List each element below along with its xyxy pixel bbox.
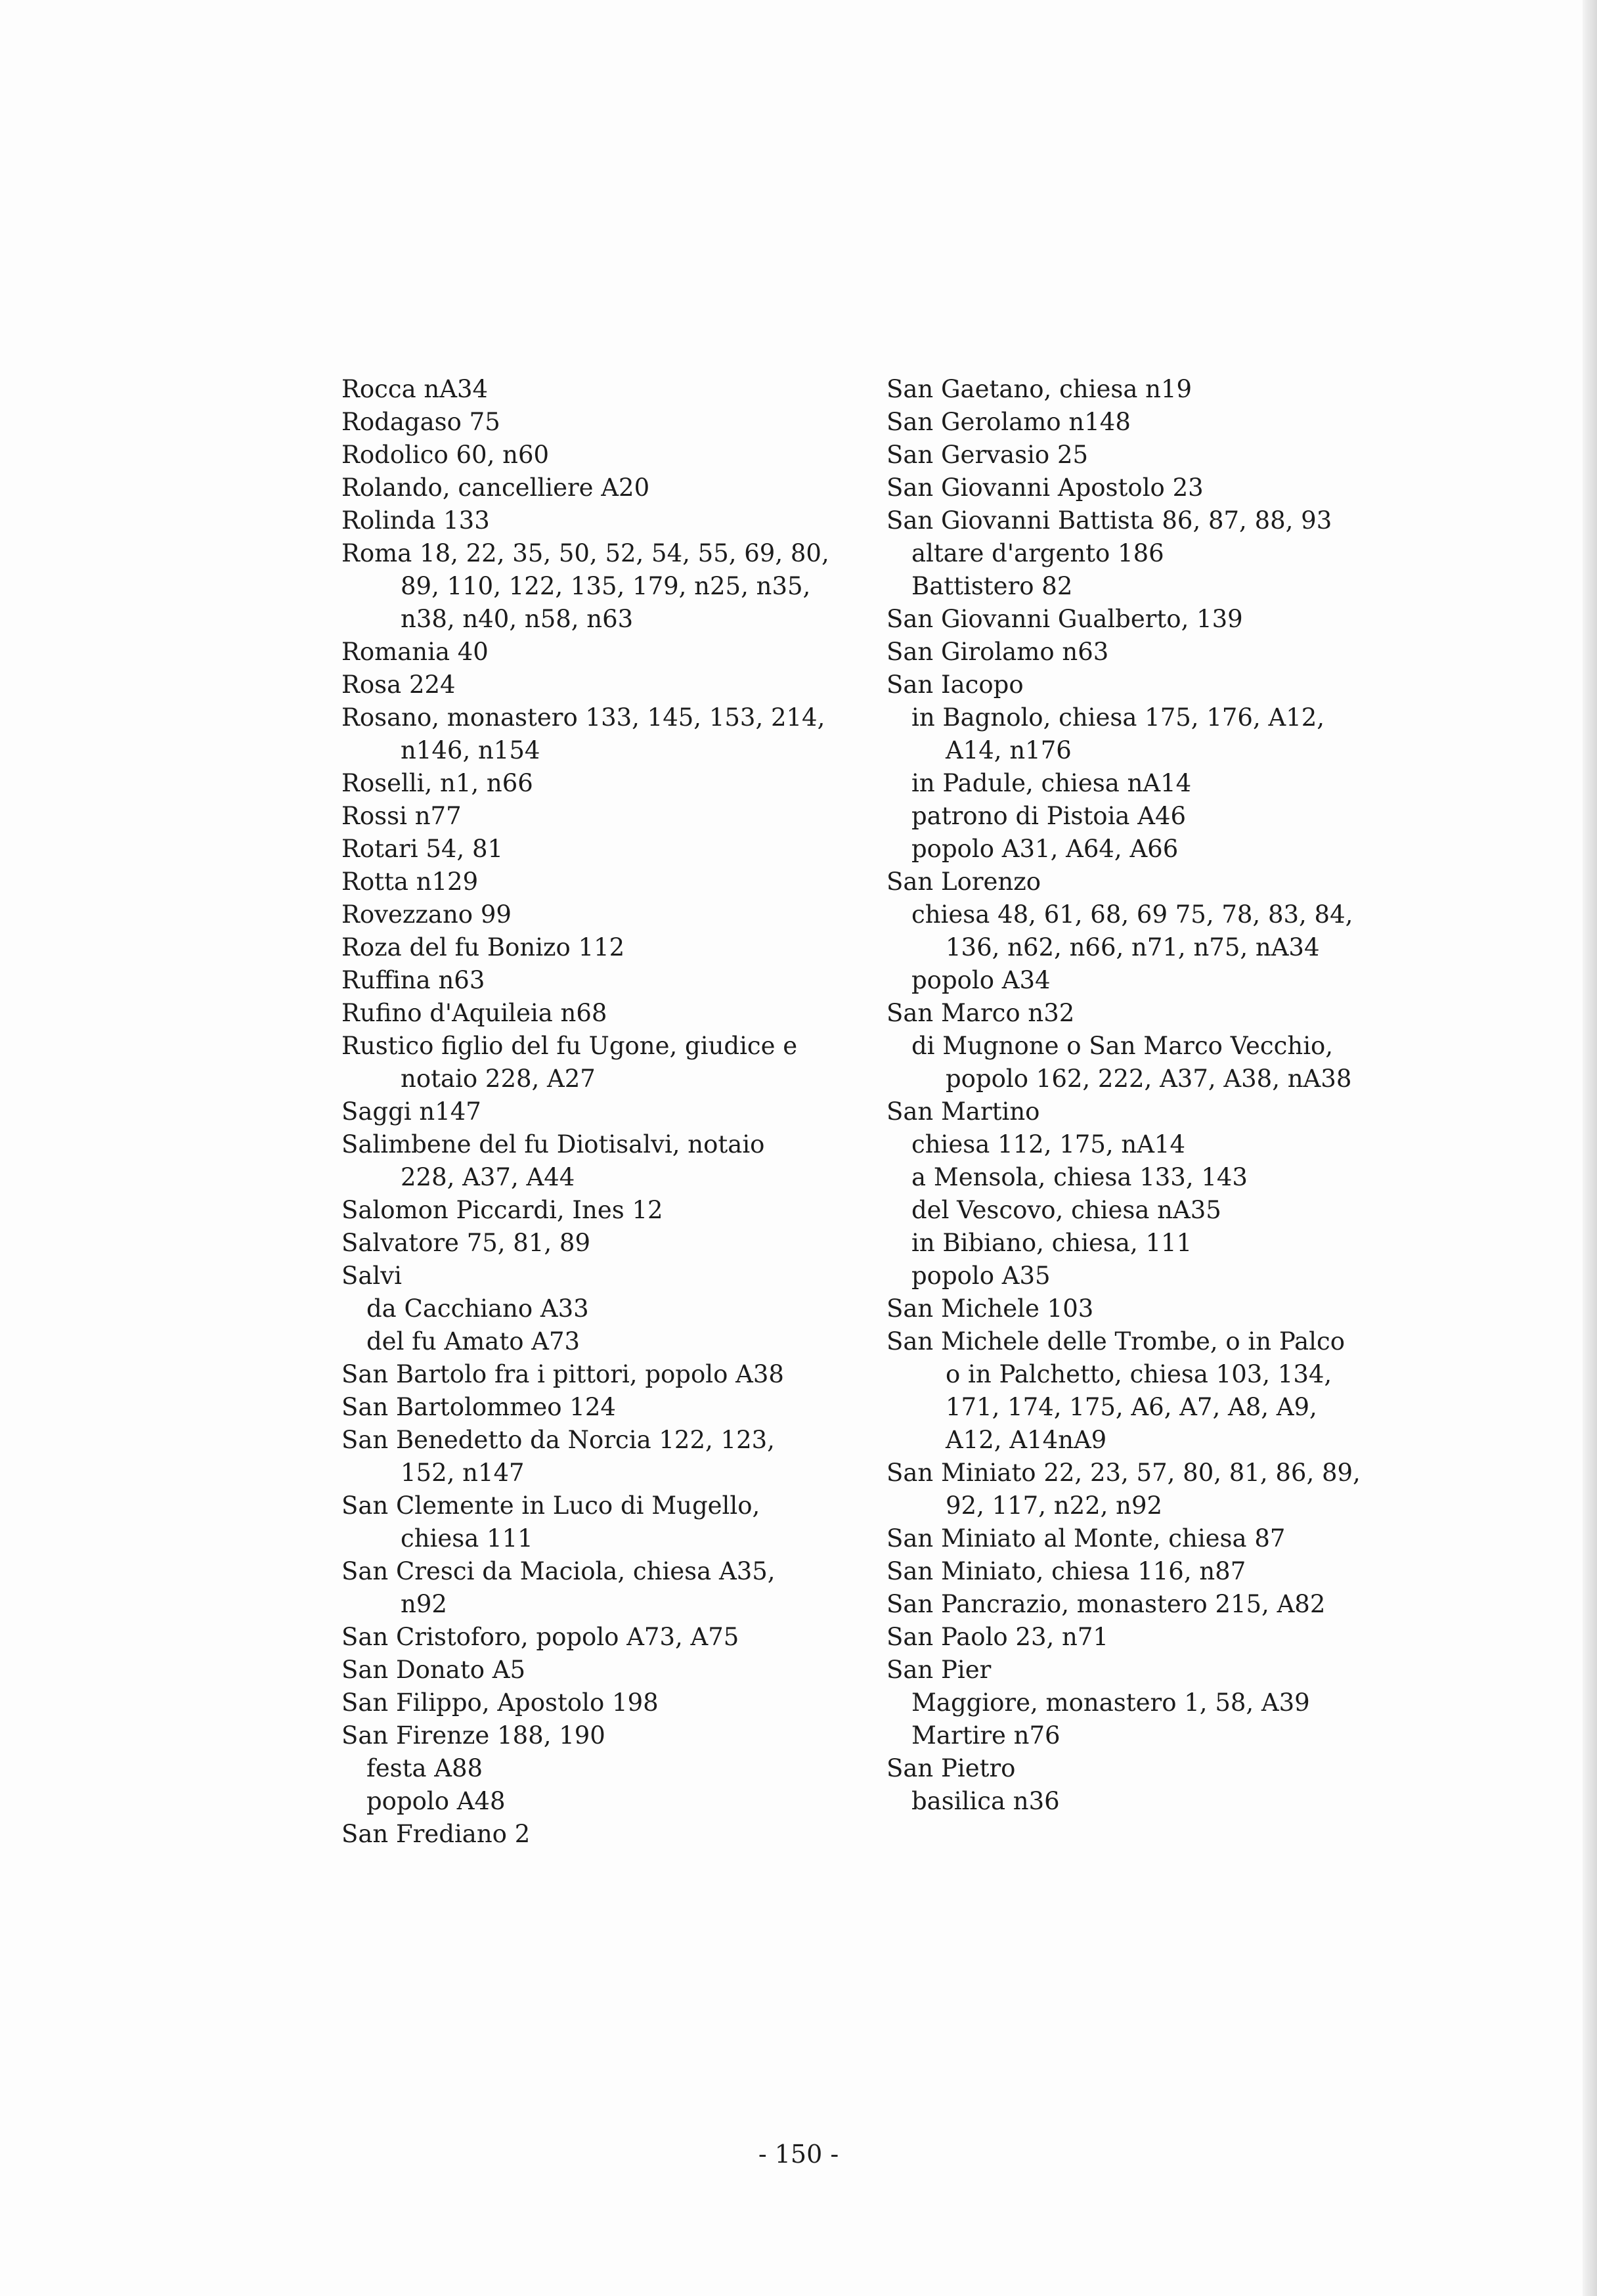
page-edge-shadow — [1583, 0, 1597, 2296]
index-entry: San Michele delle Trombe, o in Palco — [886, 1327, 1345, 1356]
index-entry: del fu Amato A73 — [366, 1327, 580, 1356]
index-entry: 152, n147 — [401, 1459, 525, 1487]
index-entry: San Pier — [886, 1656, 992, 1684]
index-entry: popolo A34 — [911, 966, 1051, 994]
index-entry: Ruffina n63 — [341, 966, 485, 994]
index-entry: San Clemente in Luco di Mugello, — [341, 1491, 760, 1520]
index-entry: del Vescovo, chiesa nA35 — [911, 1196, 1221, 1224]
index-entry: Salvi — [341, 1262, 402, 1290]
index-entry: o in Palchetto, chiesa 103, 134, — [946, 1360, 1332, 1388]
index-entry: Rodagaso 75 — [341, 408, 500, 436]
index-entry: Rufino d'Aquileia n68 — [341, 999, 607, 1027]
index-entry: patrono di Pistoia A46 — [911, 802, 1187, 830]
index-entry: San Martino — [886, 1097, 1040, 1126]
index-entry: San Miniato, chiesa 116, n87 — [886, 1557, 1246, 1585]
index-entry: San Marco n32 — [886, 999, 1075, 1027]
index-entry: Maggiore, monastero 1, 58, A39 — [911, 1689, 1310, 1717]
index-entry: Rocca nA34 — [341, 375, 489, 403]
index-entry: Salomon Piccardi, Ines 12 — [341, 1196, 663, 1224]
index-entry: San Cristoforo, popolo A73, A75 — [341, 1623, 739, 1651]
index-entry: chiesa 48, 61, 68, 69 75, 78, 83, 84, — [911, 900, 1353, 929]
index-entry: San Bartolommeo 124 — [341, 1393, 616, 1421]
index-entry: Roma 18, 22, 35, 50, 52, 54, 55, 69, 80, — [341, 539, 829, 567]
index-entry: da Cacchiano A33 — [366, 1294, 589, 1323]
index-entry: San Filippo, Apostolo 198 — [341, 1689, 659, 1717]
index-entry: popolo 162, 222, A37, A38, nA38 — [946, 1065, 1352, 1093]
index-entry: di Mugnone o San Marco Vecchio, — [911, 1032, 1334, 1060]
index-entry: Battistero 82 — [911, 572, 1073, 600]
index-entry: Salvatore 75, 81, 89 — [341, 1229, 590, 1257]
index-entry: A12, A14nA9 — [946, 1426, 1107, 1454]
index-entry: Rodolico 60, n60 — [341, 441, 550, 469]
index-entry: Rovezzano 99 — [341, 900, 512, 929]
index-entry: San Paolo 23, n71 — [886, 1623, 1108, 1651]
index-entry: Rolinda 133 — [341, 506, 490, 535]
index-entry: in Padule, chiesa nA14 — [911, 769, 1192, 797]
index-entry: 171, 174, 175, A6, A7, A8, A9, — [946, 1393, 1317, 1421]
index-entry: San Miniato 22, 23, 57, 80, 81, 86, 89, — [886, 1459, 1361, 1487]
index-entry: San Frediano 2 — [341, 1820, 531, 1848]
index-entry: Roza del fu Bonizo 112 — [341, 933, 625, 961]
index-entry: San Gerolamo n148 — [886, 408, 1131, 436]
index-entry: San Bartolo fra i pittori, popolo A38 — [341, 1360, 784, 1388]
index-entry: n38, n40, n58, n63 — [401, 605, 634, 633]
index-entry: chiesa 111 — [401, 1524, 533, 1553]
index-entry: Rossi n77 — [341, 802, 462, 830]
index-entry: San Benedetto da Norcia 122, 123, — [341, 1426, 775, 1454]
index-entry: notaio 228, A27 — [401, 1065, 596, 1093]
index-entry: San Pancrazio, monastero 215, A82 — [886, 1590, 1326, 1618]
index-entry: Rosa 224 — [341, 671, 456, 699]
index-entry: chiesa 112, 175, nA14 — [911, 1130, 1186, 1159]
index-entry: a Mensola, chiesa 133, 143 — [911, 1163, 1248, 1191]
index-entry: festa A88 — [366, 1754, 483, 1782]
index-entry: in Bibiano, chiesa, 111 — [911, 1229, 1192, 1257]
index-entry: San Miniato al Monte, chiesa 87 — [886, 1524, 1286, 1553]
index-entry: altare d'argento 186 — [911, 539, 1164, 567]
index-entry: Rotari 54, 81 — [341, 835, 504, 863]
index-entry: San Giovanni Battista 86, 87, 88, 93 — [886, 506, 1332, 535]
page-number: - 150 - — [758, 2140, 839, 2169]
index-entry: Rolando, cancelliere A20 — [341, 474, 650, 502]
index-entry: Saggi n147 — [341, 1097, 481, 1126]
index-entry: Rotta n129 — [341, 868, 479, 896]
index-entry: 92, 117, n22, n92 — [946, 1491, 1163, 1520]
index-entry: basilica n36 — [911, 1787, 1060, 1815]
index-entry: Rosano, monastero 133, 145, 153, 214, — [341, 703, 825, 732]
index-entry: n92 — [401, 1590, 447, 1618]
index-entry: in Bagnolo, chiesa 175, 176, A12, — [911, 703, 1325, 732]
index-entry: San Cresci da Maciola, chiesa A35, — [341, 1557, 776, 1585]
index-entry: A14, n176 — [946, 736, 1072, 764]
index-entry: n146, n154 — [401, 736, 540, 764]
index-entry: San Gaetano, chiesa n19 — [886, 375, 1192, 403]
index-entry: popolo A35 — [911, 1262, 1051, 1290]
index-entry: San Donato A5 — [341, 1656, 525, 1684]
index-entry: popolo A48 — [366, 1787, 506, 1815]
index-entry: San Pietro — [886, 1754, 1016, 1782]
index-entry: San Giovanni Gualberto, 139 — [886, 605, 1243, 633]
index-entry: 228, A37, A44 — [401, 1163, 575, 1191]
index-entry: Salimbene del fu Diotisalvi, notaio — [341, 1130, 765, 1159]
index-entry: Rustico figlio del fu Ugone, giudice e — [341, 1032, 798, 1060]
index-column-left — [341, 373, 827, 1851]
index-entry: Romania 40 — [341, 638, 489, 666]
index-entry: San Lorenzo — [886, 868, 1041, 896]
index-entry: San Girolamo n63 — [886, 638, 1109, 666]
index-entry: San Iacopo — [886, 671, 1024, 699]
index-entry: popolo A31, A64, A66 — [911, 835, 1179, 863]
index-entry: San Gervasio 25 — [886, 441, 1089, 469]
index-entry: San Giovanni Apostolo 23 — [886, 474, 1204, 502]
index-entry: 89, 110, 122, 135, 179, n25, n35, — [401, 572, 811, 600]
index-entry: 136, n62, n66, n71, n75, nA34 — [946, 933, 1320, 961]
index-entry: Roselli, n1, n66 — [341, 769, 533, 797]
index-entry: San Michele 103 — [886, 1294, 1094, 1323]
index-column-right — [886, 373, 1372, 1818]
index-entry: Martire n76 — [911, 1721, 1061, 1750]
index-entry: San Firenze 188, 190 — [341, 1721, 605, 1750]
